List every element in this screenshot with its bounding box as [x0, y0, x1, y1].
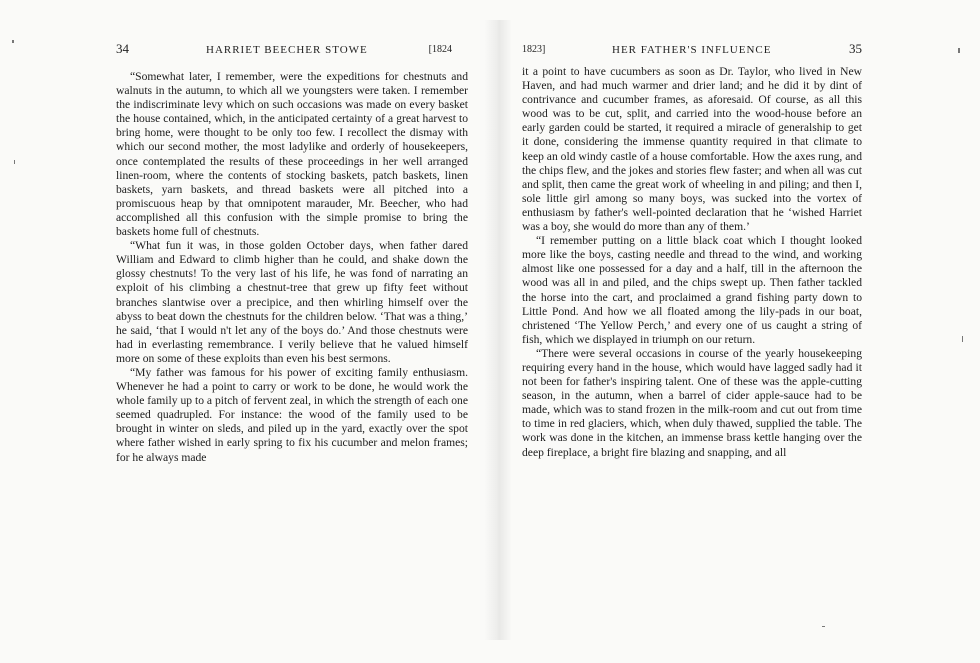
right-page [522, 41, 862, 460]
book-gutter [484, 20, 512, 640]
scan-speck [14, 160, 15, 164]
left-page [116, 41, 468, 465]
scan-speck [12, 40, 14, 43]
paragraph: “There were several occasions in course of the yearly housekeeping requiring every hand in the house, which would have lagged sadly had it not been for father's inspiring talent. One of these was the apple-cutting season, in the autumn, when a barrel of cider apple-sauce had to be made, which was to stand frozen in the milk-room and cut out from time to time in red glaciers, which, when duly thawed, supplied the table. The work was done in the kitchen, an immense brass kettle hanging over the deep fireplace, a bright fire blazing and snapping, and all [522, 346, 862, 459]
paragraph: “What fun it was, in those golden October days, when father dared William and Edward to climb higher than he could, and shake down the glossy chestnuts! To the very last of his life, he was fond of narrating an exploit of his climbing a chestnut-tree that grew up fifty feet without branches slantwise over a precipice, and then whirling himself over the abyss to beat down the chestnuts for the children below. ‘That was a thing,’ he said, ‘that I would n't let any of the boys do.’ And those chestnuts were had in everlasting remembrance. I verily believe that he valued himself more on some of these exploits than even his best sermons. [116, 239, 468, 365]
scan-speck [958, 48, 960, 53]
page-number: 34 [116, 41, 129, 56]
page-number: 35 [849, 41, 862, 56]
running-title: HER FATHER'S INFLUENCE [612, 44, 772, 56]
page-body [116, 70, 468, 465]
paragraph: “My father was famous for his power of exciting family enthusiasm. Whenever he had a point to carry or work to be done, he would work the whole family up to a pitch of fervent zeal, in which the strength of each one seemed quadrupled. For instance: the wood of the family used to be brought in winter on sleds, and piled up in the yard, exactly over the spot where father wished in early spring to fix his cucumber and melon frames; for he always made [116, 365, 468, 464]
page-body [522, 65, 862, 460]
paragraph: “I remember putting on a little black coat which I thought looked more like the boys, casting needle and thread to the wind, and working almost like one possessed for a day and a half, till in the afternoon the wood was all in and piled, and the chips swept up. Then father tackled the horse into the cart, and proclaimed a grand fishing party down to Little Pond. And how we all floated among the lily-pads in our boat, christened ‘The Yellow Perch,’ and every one of us caught a string of fish, which we displayed in triumph on our return. [522, 234, 862, 346]
paragraph: it a point to have cucumbers as soon as Dr. Taylor, who lived in New Haven, and had much warmer and drier land; and he did it by dint of contrivance and cucumber frames, as aforesaid. Of course, as all this wood was to be cut, split, and carried into the wood-house before an early garden could be started, it required a miracle of generalship to get it done, considering the immense quantity required in that climate to keep an old windy castle of a house comfortable. How the axes rung, and the chips flew, and the jokes and stories flew faster; and when all was cut and split, then came the great work of wheeling in and piling; and then I, sole little girl among so many boys, was sucked into the vortex of enthusiasm by father's well-pointed declaration that he ‘wished Harriet was a boy, she would do more than any of them.’ [522, 65, 862, 234]
running-year: 1823] [522, 44, 546, 55]
paragraph: “Somewhat later, I remember, were the expeditions for chestnuts and walnuts in the autumn, to which all we youngsters were taken. I remember the indiscriminate levy which on such occasions was made on every basket the house contained, which, in the anticipated certainty of a great harvest to bring home, were thought to be only too few. I recollect the dismay with which our second mother, the most ladylike and orderly of housekeepers, once contemplated the results of these proceedings in her well arranged linen-room, where the contents of stocking baskets, patch baskets, linen baskets, yarn baskets, and thread baskets were all pitched into a promiscuous heap by that omnipotent marauder, Mr. Beecher, who had accomplished all this confusion with the simple promise to bring the baskets home full of chestnuts. [116, 70, 468, 239]
scan-speck [822, 626, 825, 627]
running-year: [1824 [428, 44, 452, 55]
running-head [116, 41, 468, 60]
scan-speck [962, 336, 963, 342]
running-head [522, 41, 862, 60]
running-title: HARRIET BEECHER STOWE [206, 44, 368, 56]
